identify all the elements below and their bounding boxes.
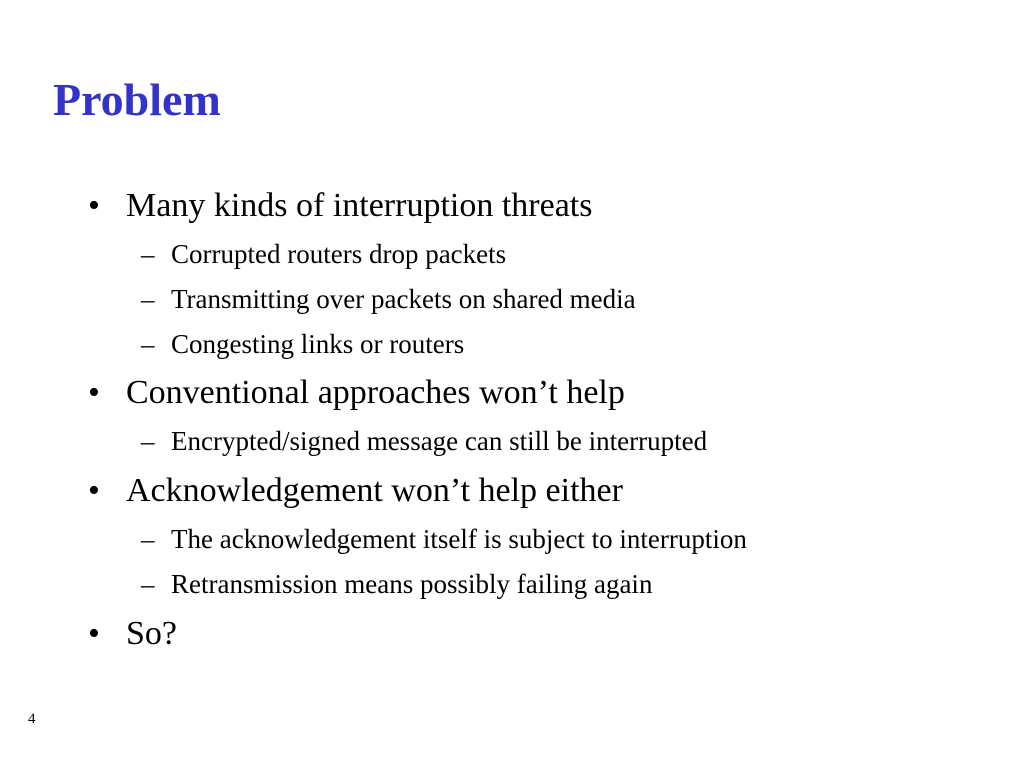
bullet-text: So?	[126, 615, 177, 652]
sub-bullet-marker: –	[141, 426, 155, 456]
slide-title: Problem	[53, 74, 221, 125]
sub-bullet-marker: –	[141, 329, 155, 359]
bullet-marker: •	[88, 615, 100, 652]
sub-bullet-text: Transmitting over packets on shared media	[171, 284, 636, 314]
sub-bullet-text: Retransmission means possibly failing again	[171, 569, 653, 599]
sub-bullet-text: Encrypted/signed message can still be interrupted	[171, 426, 708, 456]
page-number: 4	[28, 711, 36, 727]
sub-bullet-marker: –	[141, 524, 155, 554]
bullet-text: Many kinds of interruption threats	[126, 187, 593, 224]
bullet-marker: •	[88, 472, 100, 509]
sub-bullet-text: The acknowledgement itself is subject to interruption	[171, 524, 747, 554]
bullet-marker: •	[88, 374, 100, 411]
bullet-text: Acknowledgement won’t help either	[126, 472, 623, 509]
sub-bullet-marker: –	[141, 239, 155, 269]
bullet-text: Conventional approaches won’t help	[126, 374, 625, 411]
sub-bullet-text: Corrupted routers drop packets	[171, 239, 507, 269]
sub-bullet-text: Congesting links or routers	[171, 329, 465, 359]
sub-bullet-marker: –	[141, 284, 155, 314]
bullet-marker: •	[88, 187, 100, 224]
sub-bullet-marker: –	[141, 569, 155, 599]
